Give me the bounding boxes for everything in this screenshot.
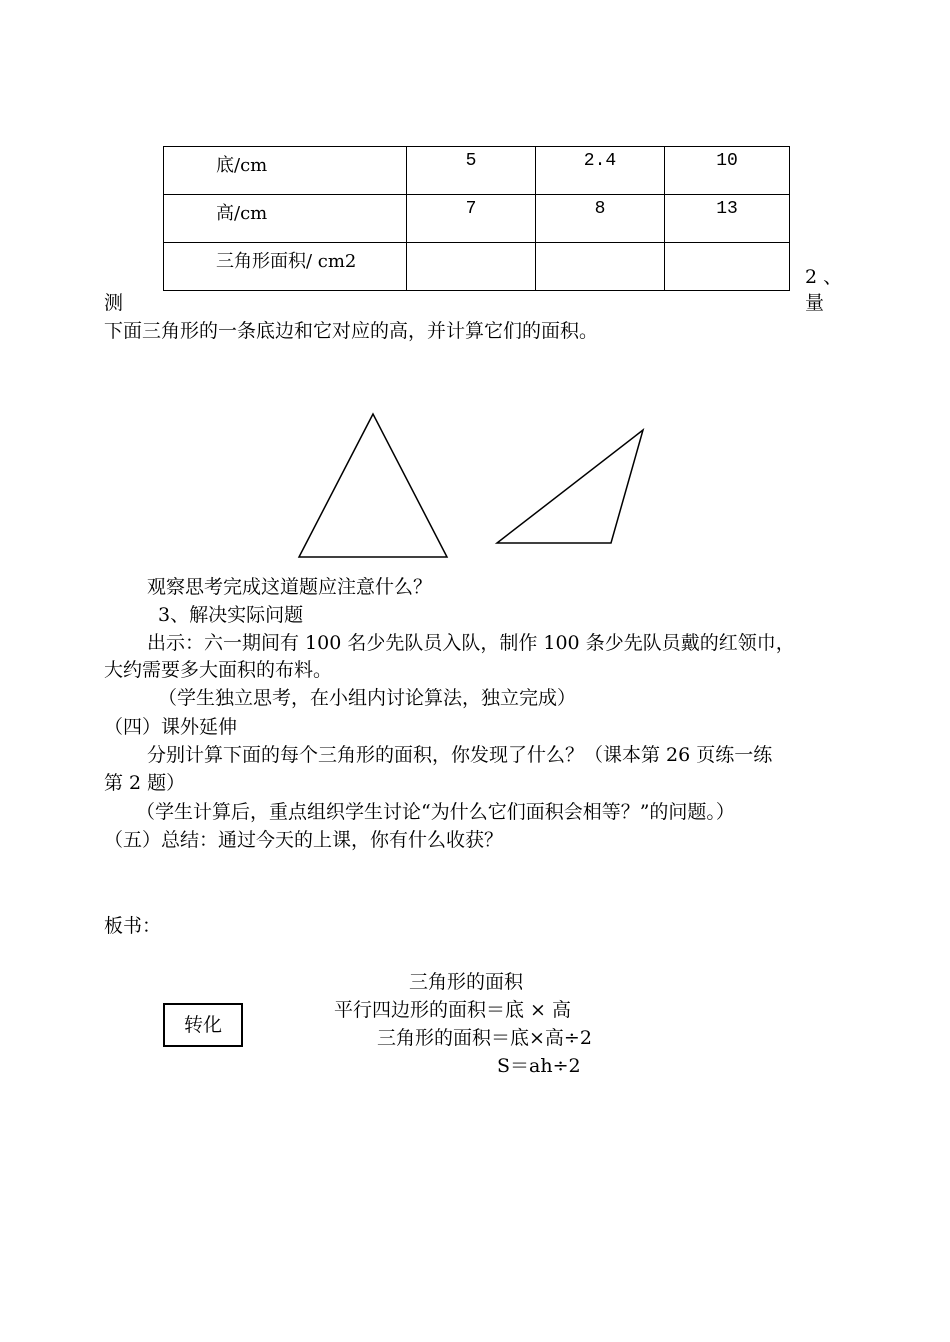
table-cell: 13 — [665, 195, 790, 243]
problem-line-1: 出示：六一期间有 100 名少先队员入队，制作 100 条少先队员戴的红领巾， — [147, 632, 795, 654]
extend-line-2: 第 2 题） — [104, 772, 186, 794]
section-word-right: 量 — [805, 292, 825, 314]
section3-title: 3、解决实际问题 — [158, 604, 304, 626]
table-cell: 2.4 — [536, 147, 665, 195]
table-cell: 三角形面积/ cm2 — [164, 243, 407, 291]
board-title: 三角形的面积 — [409, 971, 524, 993]
section-word-left: 测 — [104, 292, 124, 314]
acute-triangle — [299, 414, 447, 557]
triangles-figure — [0, 0, 950, 600]
table-cell: 10 — [665, 147, 790, 195]
section-number: 2 、 — [805, 266, 843, 288]
table-cell: 底/cm — [164, 147, 407, 195]
table-cell: 7 — [407, 195, 536, 243]
table-cell: 8 — [536, 195, 665, 243]
table-cell: 5 — [407, 147, 536, 195]
extend-line-1: 分别计算下面的每个三角形的面积，你发现了什么？（课本第 26 页练一练 — [147, 744, 773, 766]
observe-text: 观察思考完成这道题应注意什么？ — [147, 576, 433, 598]
summary-text: （五）总结：通过今天的上课，你有什么收获？ — [104, 829, 504, 851]
transform-box: 转化 — [163, 1003, 243, 1047]
formula-parallelogram: 平行四边形的面积＝底 × 高 — [334, 999, 571, 1021]
problem-note: （学生独立思考，在小组内讨论算法，独立完成） — [158, 687, 577, 709]
extend-note: （学生计算后，重点组织学生讨论“为什么它们面积会相等？”的问题。） — [136, 801, 735, 823]
formula-symbolic: S＝ah÷2 — [497, 1055, 581, 1077]
table-cell: 高/cm — [164, 195, 407, 243]
instruction-text: 下面三角形的一条底边和它对应的高，并计算它们的面积。 — [104, 320, 599, 342]
board-label: 板书： — [104, 915, 162, 937]
problem-line-2: 大约需要多大面积的布料。 — [104, 659, 333, 681]
extend-heading: （四）课外延伸 — [104, 716, 238, 738]
formula-triangle: 三角形的面积＝底×高÷2 — [377, 1027, 592, 1049]
obtuse-triangle — [497, 430, 643, 543]
